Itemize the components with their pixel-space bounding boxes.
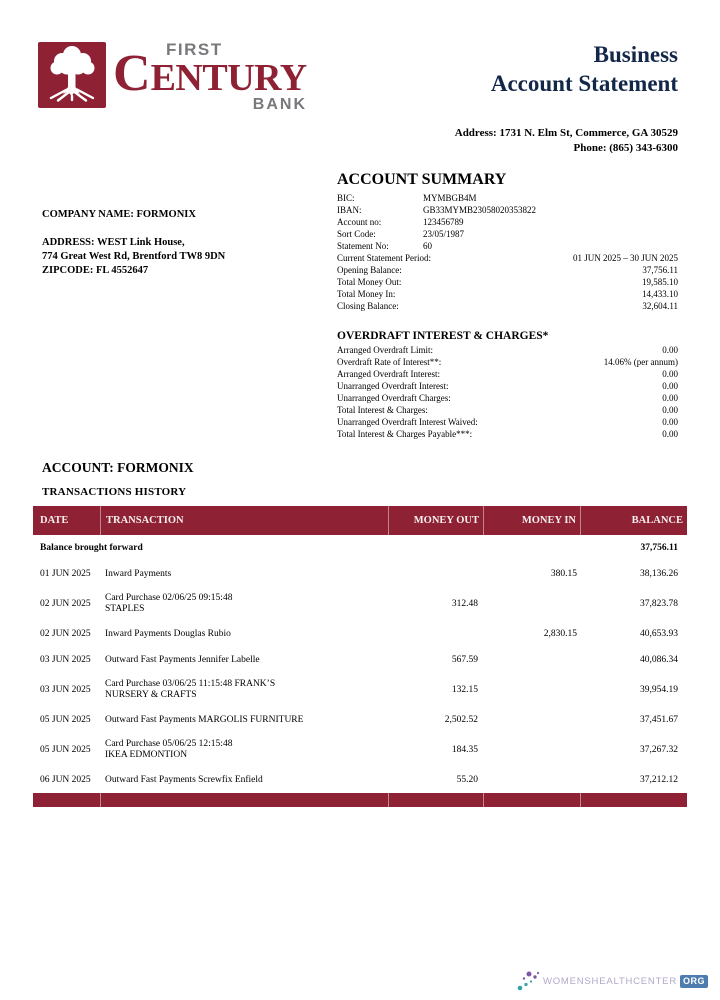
summary-row-total-money-out: Total Money Out: 19,585.10 [337, 277, 678, 287]
summary-row-closing-balance: Closing Balance: 32,604.11 [337, 301, 678, 311]
document-title-line2: Account Statement [490, 71, 678, 96]
table-row: 01 JUN 2025 Inward Payments 380.15 38,136.26 [40, 568, 678, 579]
summary-row-opening-balance: Opening Balance: 37,756.11 [337, 265, 678, 275]
logo-bank-label: BANK [252, 96, 307, 113]
bank-phone: Phone: (865) 343-6300 [573, 142, 678, 154]
header-transaction: TRANSACTION [100, 506, 388, 535]
table-row-balance-brought-forward: Balance brought forward 37,756.11 [40, 542, 678, 553]
table-row: 02 JUN 2025 Card Purchase 02/06/25 09:15:48 STAPLES 312.48 37,823.78 [40, 593, 678, 614]
header-balance: BALANCE [580, 506, 687, 535]
overdraft-row-total-payable: Total Interest & Charges Payable***: 0.00 [337, 429, 678, 439]
logo-century-label: CENTURY [113, 45, 307, 102]
dots-swoosh-icon [516, 969, 542, 993]
document-title [491, 40, 678, 98]
transactions-table [33, 506, 687, 807]
header-date: DATE [40, 515, 69, 526]
table-header-row [33, 506, 687, 535]
bank-tree-icon [38, 42, 106, 108]
company-address-line2: 774 Great West Rd, Brentford TW8 9DN [42, 251, 226, 262]
table-row: 05 JUN 2025 Card Purchase 05/06/25 12:15:48 IKEA EDMONTION 184.35 37,267.32 [40, 739, 678, 760]
overdraft-row-rate: Overdraft Rate of Interest**: 14.06% (per annum) [337, 357, 678, 367]
watermark [516, 969, 708, 993]
table-row: 02 JUN 2025 Inward Payments Douglas Rubio 2,830.15 40,653.93 [40, 628, 678, 639]
header-money-in: MONEY IN [483, 506, 580, 535]
table-row: 05 JUN 2025 Outward Fast Payments MARGOLIS FURNITURE 2,502.52 37,451.67 [40, 714, 678, 725]
summary-row-statement-period: Current Statement Period: 01 JUN 2025 – 30 JUN 2025 [337, 253, 678, 263]
table-row: 03 JUN 2025 Card Purchase 03/06/25 11:15:48 FRANK’S NURSERY & CRAFTS 132.15 39,954.19 [40, 679, 678, 700]
overdraft-row-unarranged-interest: Unarranged Overdraft Interest: 0.00 [337, 381, 678, 391]
overdraft-row-total-interest: Total Interest & Charges: 0.00 [337, 405, 678, 415]
bank-logo [38, 40, 307, 113]
bank-contact [455, 126, 678, 156]
company-info [42, 208, 225, 278]
overdraft-section [337, 330, 678, 440]
company-zipcode: ZIPCODE: FL 4552647 [42, 265, 149, 276]
document-title-line1: Business [593, 42, 678, 67]
summary-row-statement-no: Statement No: 60 [337, 241, 432, 251]
table-footer-bar [33, 793, 687, 807]
header-money-out: MONEY OUT [388, 506, 483, 535]
overdraft-row-interest-waived: Unarranged Overdraft Interest Waived: 0.00 [337, 417, 678, 427]
summary-row-iban: IBAN: GB33MYMB23058020353822 [337, 205, 537, 215]
bank-address: Address: 1731 N. Elm St, Commerce, GA 30529 [454, 127, 678, 139]
overdraft-heading: OVERDRAFT INTEREST & CHARGES* [337, 330, 549, 342]
overdraft-row-limit: Arranged Overdraft Limit: 0.00 [337, 345, 678, 355]
company-address-line1: ADDRESS: WEST Link House, [42, 237, 185, 248]
summary-row-account-no: Account no: 123456789 [337, 217, 464, 227]
overdraft-row-unarranged-charges: Unarranged Overdraft Charges: 0.00 [337, 393, 678, 403]
transactions-history-heading: TRANSACTIONS HISTORY [42, 486, 187, 498]
table-row: 06 JUN 2025 Outward Fast Payments Screwfix Enfield 55.20 37,212.12 [40, 774, 678, 785]
logo-first-label: FIRST [166, 40, 223, 59]
summary-row-sort-code: Sort Code: 23/05/1987 [337, 229, 465, 239]
summary-row-bic: BIC: MYMBGB4M [337, 193, 477, 203]
summary-row-total-money-in: Total Money In: 14,433.10 [337, 289, 678, 299]
company-name: COMPANY NAME: FORMONIX [42, 209, 196, 220]
watermark-text: WOMENSHEALTHCENTER [542, 975, 677, 987]
watermark-org-badge: ORG [680, 975, 708, 988]
account-summary-heading: ACCOUNT SUMMARY [337, 171, 507, 188]
table-row: 03 JUN 2025 Outward Fast Payments Jennifer Labelle 567.59 40,086.34 [40, 654, 678, 665]
account-summary-section [337, 171, 678, 312]
account-heading: ACCOUNT: FORMONIX [42, 460, 194, 475]
overdraft-row-arranged-interest: Arranged Overdraft Interest: 0.00 [337, 369, 678, 379]
